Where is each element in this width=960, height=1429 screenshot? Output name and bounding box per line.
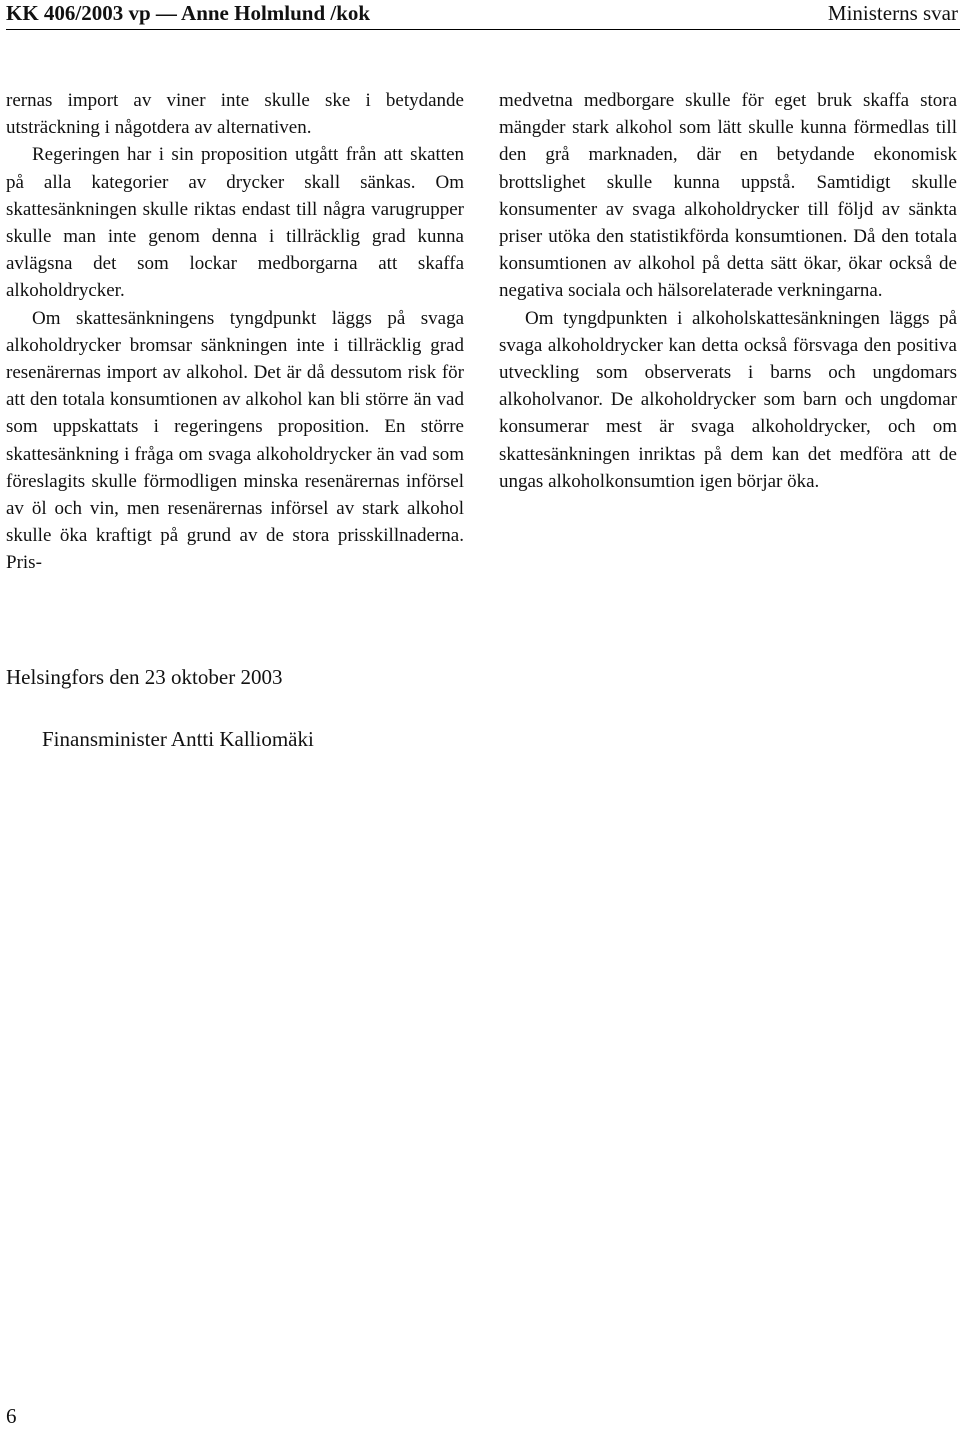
header-rule — [6, 29, 960, 30]
paragraph: medvetna medborgare skulle för eget bruk skaffa stora mängder stark alkohol som lätt skulle kunna förmedlas till den grå marknaden, där en betydande ekonomisk brottslighet skulle kunna uppstå. Samtidigt skulle konsumenter av svaga alkoholdrycker till följd av sänkta priser utöka den statistikförda konsumtionen. Då den totala konsumtionen av alkohol på detta sätt ökar, ökar också de negativa sociala och hälsorelaterade verkningarna. — [499, 90, 957, 302]
paragraph: Om tyngdpunkten i alkoholskattesänkningen läggs på svaga alkoholdrycker kan detta också försvaga den positiva utveckling som observerats i barns och ungdomars alkoholvanor. De alkoholdrycker som barn och ungdomar konsumerar mest är svaga alkoholdrycker, och om skattesänkningen inriktas på dem kan det medföra att de ungas alkoholkonsumtion igen börjar öka. — [499, 307, 957, 492]
section-title: Ministerns svar — [827, 1, 958, 25]
document-reference: KK 406/2003 vp — Anne Holmlund /kok — [6, 1, 371, 25]
page-number: 6 — [6, 1404, 17, 1428]
right-column — [499, 87, 957, 495]
place-and-date: Helsingfors den 23 oktober 2003 — [6, 665, 283, 689]
paragraph: Regeringen har i sin proposition utgått från att skatten på alla kategorier av drycker skall sänkas. Om skattesänkningen skulle riktas endast till några varugrupper skulle man inte genom denna i tillräcklig grad kunna avlägsna det som lockar medborgarna att skaffa alkoholdrycker. — [6, 144, 464, 302]
signatory: Finansminister Antti Kalliomäki — [42, 727, 314, 751]
running-header — [6, 0, 960, 26]
paragraph: rernas import av viner inte skulle ske i betydande utsträckning i någotdera av alternativen. — [6, 90, 464, 139]
paragraph: Om skattesänkningens tyngdpunkt läggs på svaga alkoholdrycker bromsar sänkningen inte i tillräcklig grad resenärernas import av alkohol. Det är då dessutom risk för att den totala konsumtionen av alkohol kan bli större än vad som uppskattats i regeringens proposition. En större skattesänkning i fråga om svaga alkoholdrycker än vad som föreslagits skulle förmodligen minska resenärernas införsel av öl och vin, men resenärernas införsel av stark alkohol skulle öka kraftigt på grund av de stora prisskillnaderna. Pris- — [6, 307, 464, 574]
left-column — [6, 87, 464, 577]
